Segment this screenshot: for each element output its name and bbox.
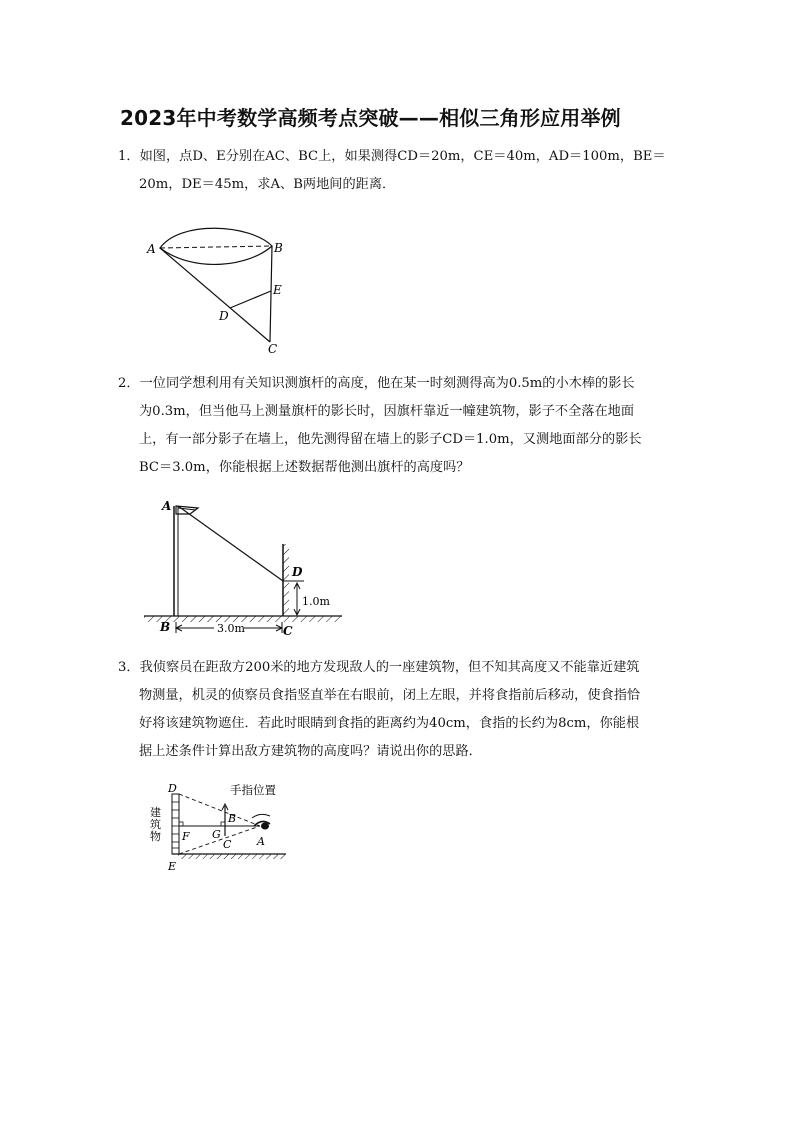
sun-ray-ad [178, 506, 283, 581]
label-b: B [274, 241, 283, 255]
label-d: D [292, 565, 303, 579]
question-1-diagram [140, 222, 300, 357]
building-char-3: 物 [150, 830, 161, 843]
question-2-figure [140, 494, 350, 643]
segment-de [230, 291, 271, 308]
label-g: G [212, 828, 221, 841]
label-a: A [147, 242, 156, 256]
question-1 [118, 143, 678, 199]
question-2 [118, 370, 678, 482]
question-2-line-2: 为0.3m，但当他马上测量旗杆的影长时，因旗杆靠近一幢建筑物，影子不全落在地面 [139, 404, 635, 419]
question-1-line-2: 20m，DE＝45m，求A、B两地间的距离． [139, 177, 396, 192]
wall-shadow-label: 1.0m [302, 595, 330, 608]
sight-line-top [179, 794, 260, 826]
label-b: B [228, 812, 237, 825]
question-3-line-1: 3．我侦察员在距敌方200米的地方发现敌人的一座建筑物，但不知其高度又不能靠近建筑 [118, 660, 640, 675]
label-c: C [223, 838, 232, 851]
label-b: B [160, 620, 171, 634]
label-e: E [273, 283, 282, 297]
eye-icon [261, 823, 269, 830]
building-char-2: 筑 [150, 818, 161, 831]
question-2-line-1: 2．一位同学想利用有关知识测旗杆的高度，他在某一时刻测得高为0.5m的小木棒的影长 [118, 376, 635, 391]
question-3-number: 3． [118, 660, 140, 675]
question-3 [118, 654, 678, 766]
label-d: D [219, 309, 229, 323]
ground-shadow-label: 3.0m [217, 622, 245, 635]
question-3-line-3: 好将该建筑物遮住．若此时眼睛到食指的距离约为40cm，食指的长约为8cm，你能根 [139, 716, 640, 731]
building-char-1: 建 [150, 806, 161, 819]
question-2-line-3: 上，有一部分影子在墙上，他先测得留在墙上的影子CD＝1.0m，又测地面部分的影长 [139, 432, 642, 447]
label-c: C [268, 342, 278, 356]
segment-ac [160, 248, 270, 342]
finger-position-label: 手指位置 [230, 783, 276, 797]
label-f: F [182, 830, 190, 843]
question-2-diagram [140, 494, 350, 639]
question-2-line-4: BC＝3.0m，你能根据上述数据帮他测出旗杆的高度吗？ [139, 460, 470, 475]
ground-hatch [178, 854, 286, 859]
wall-hatch [283, 544, 289, 616]
eyebrow [252, 814, 270, 818]
building [172, 794, 179, 854]
question-1-figure [140, 222, 300, 361]
label-a: A [162, 499, 172, 513]
question-3-line-4: 据上述条件计算出敌方建筑物的高度吗？请说出你的思路． [139, 744, 482, 759]
question-3-line-2: 物测量，机灵的侦察员食指竖直举在右眼前，闭上左眼，并将食指前后移动，使食指恰 [139, 688, 641, 703]
right-angle-g [221, 822, 225, 826]
segment-ab-dashed [160, 246, 272, 248]
pond-outline [160, 228, 272, 264]
question-2-number: 2． [118, 376, 140, 391]
question-3-diagram [142, 778, 292, 876]
label-e: E [168, 860, 177, 873]
right-angle-f [179, 822, 183, 826]
label-d: D [168, 782, 177, 795]
segment-bc [270, 246, 272, 342]
question-1-number: 1． [118, 149, 140, 164]
question-3-figure [142, 778, 292, 880]
label-a: A [257, 835, 265, 848]
page-title: 2023年中考数学高频考点突破——相似三角形应用举例 [120, 106, 621, 130]
label-c: C [283, 624, 293, 638]
question-1-line-1: 1．如图，点D、E分别在AC、BC上，如果测得CD＝20m，CE＝40m，AD＝100m，BE＝ [118, 149, 666, 164]
